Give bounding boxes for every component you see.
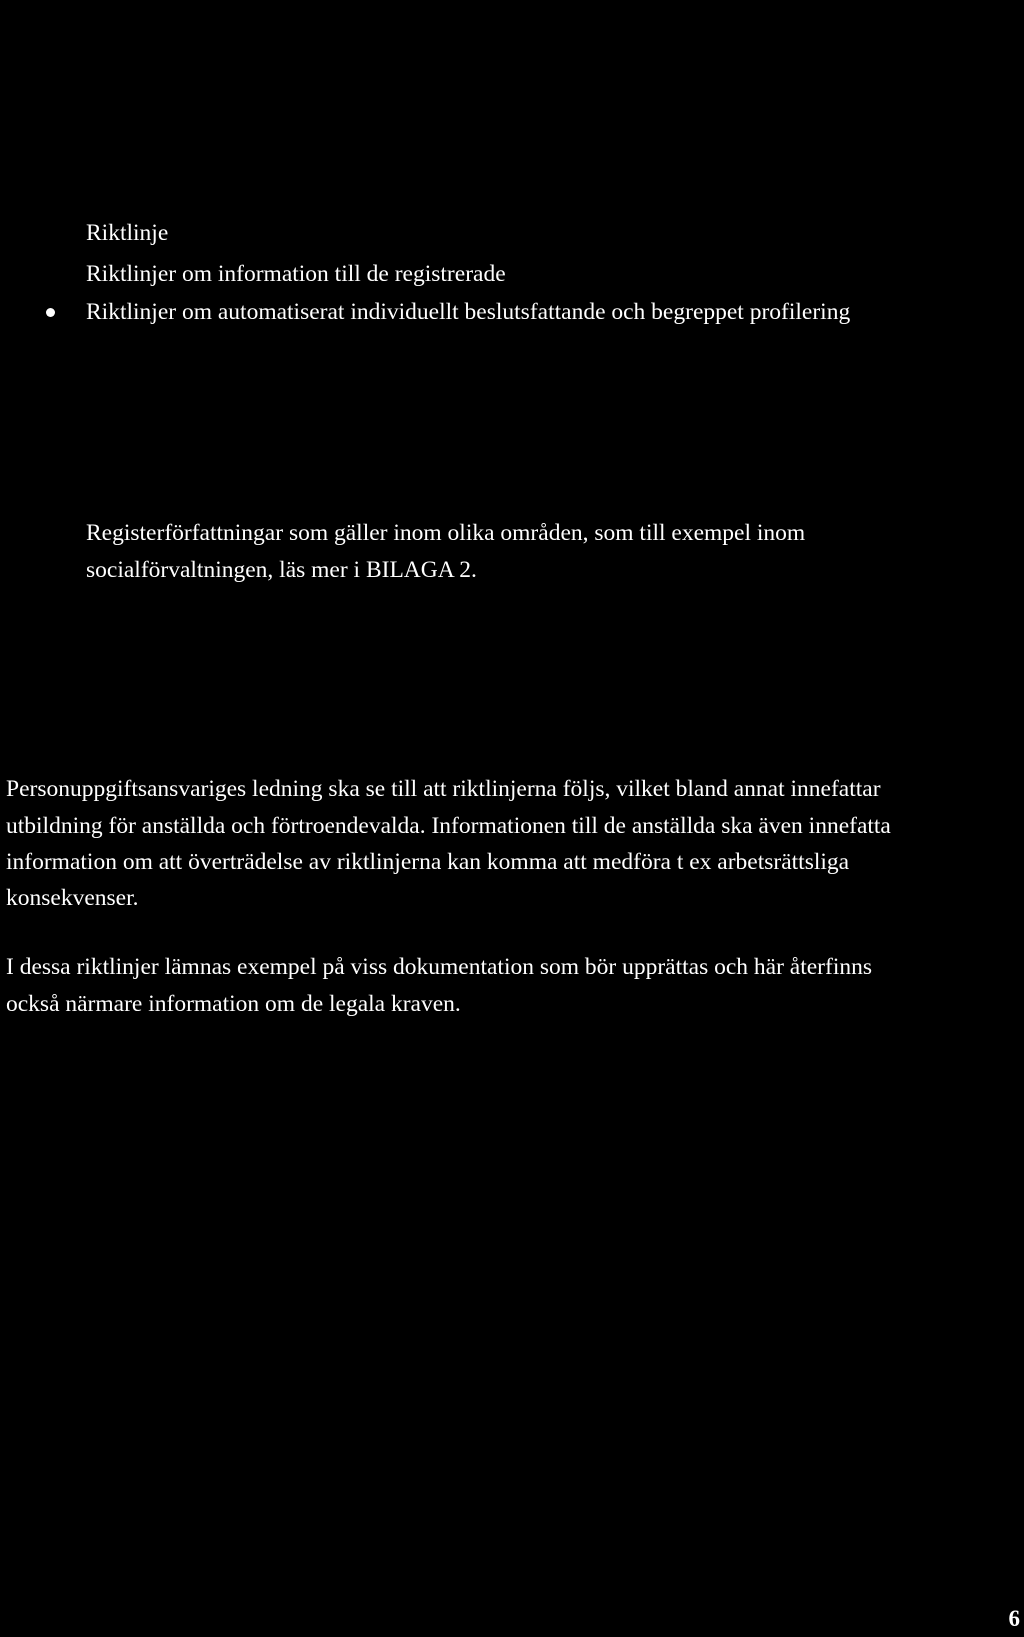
responsibility-paragraph-line: Personuppgiftsansvariges ledning ska se till att riktlinjerna följs, vilket bland annat innefattar	[6, 776, 881, 802]
list-item-automatiserat-beslutsfattande: Riktlinjer om automatiserat individuellt beslutsfattande och begreppet profilering	[86, 299, 851, 325]
page-number: 6	[1008, 1606, 1020, 1631]
register-paragraph-line: socialförvaltningen, läs mer i BILAGA 2.	[86, 557, 477, 583]
responsibility-paragraph-line: utbildning för anställda och förtroendevalda. Informationen till de anställda ska även innefatta	[6, 813, 891, 839]
responsibility-paragraph-line: information om att överträdelse av riktlinjerna kan komma att medföra t ex arbetsrättsliga	[6, 849, 850, 875]
bullet-icon	[46, 308, 55, 317]
responsibility-paragraph-line: konsekvenser.	[6, 885, 139, 911]
register-paragraph-line: Registerförfattningar som gäller inom olika områden, som till exempel inom	[86, 520, 806, 546]
list-item-information-registrerade: Riktlinjer om information till de registrerade	[86, 261, 506, 287]
list-item-riktlinje: Riktlinje	[86, 220, 169, 246]
documentation-paragraph-line: I dessa riktlinjer lämnas exempel på viss dokumentation som bör upprättas och här återfinns	[6, 954, 873, 980]
documentation-paragraph-line: också närmare information om de legala kraven.	[6, 991, 461, 1017]
